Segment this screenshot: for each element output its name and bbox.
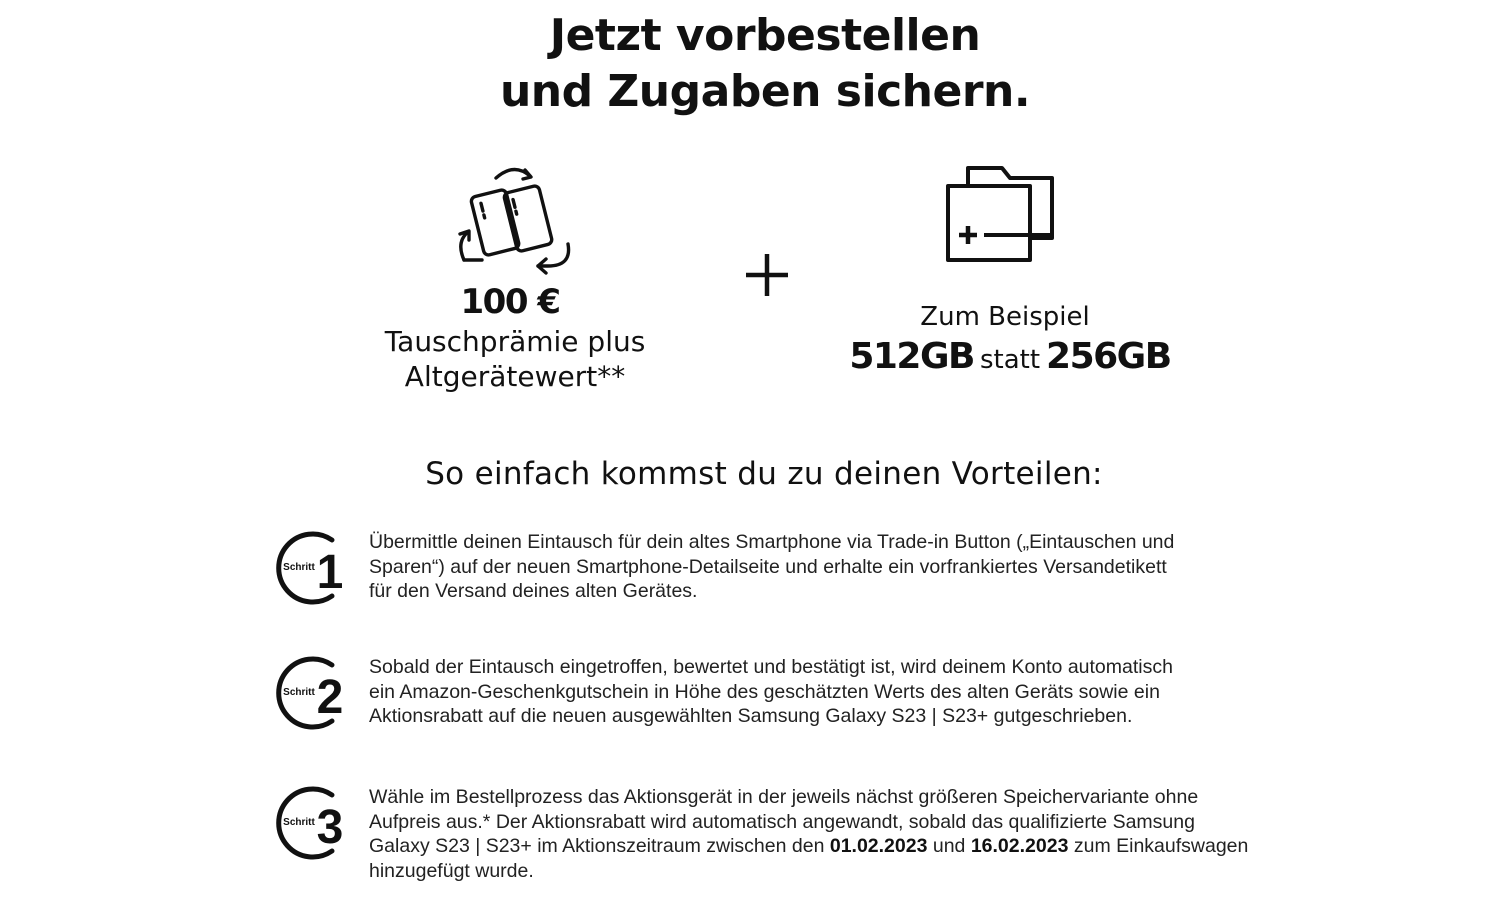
storage-instead-word: statt (979, 345, 1041, 375)
step-3-badge-icon (272, 785, 350, 863)
step-3-line-3-start: Galaxy S23 | S23+ im Aktionszeitraum zwischen den (369, 835, 830, 857)
step-2-line-2: ein Amazon-Geschenkgutschein in Höhe des geschätzten Werts des alten Geräts sowie ein (369, 680, 1160, 703)
step-3-number: 3 (316, 801, 344, 854)
trade-in-recycle-icon (452, 162, 576, 278)
step-1-line-1: Übermittle deinen Eintausch für dein altes Smartphone via Trade-in Button („Eintauschen und (369, 531, 1175, 553)
step-2-badge-icon (272, 655, 350, 733)
step-3-line-3-middle: und (927, 835, 971, 857)
storage-upgraded-value: 512GB (849, 336, 974, 377)
step-3-line-2: Aufpreis aus.* Der Aktionsrabatt wird automatisch angewandt, sobald das qualifizierte Samsung (369, 810, 1195, 833)
step-2-badge-label: Schritt (283, 687, 315, 698)
step-3-badge-label: Schritt (283, 817, 315, 828)
tradein-description-line-1: Tauschprämie plus (384, 325, 646, 358)
step-2-line-3: Aktionsrabatt auf die neuen ausgewählten Samsung Galaxy S23 | S23+ gutgeschrieben. (369, 705, 1133, 727)
tradein-bonus-description (330, 324, 700, 394)
step-1-line-2: Sparen“) auf der neuen Smartphone-Detailseite und erhalte ein vorfrankiertes Versandetikett (369, 555, 1167, 578)
step-1-badge-label: Schritt (283, 562, 315, 573)
tradein-description-line-2: Altgerätewert** (404, 360, 626, 393)
storage-example-label: Zum Beispiel (920, 302, 1090, 332)
step-2-line-1: Sobald der Eintausch eingetroffen, bewertet und bestätigt ist, wird deinem Konto automatisch (369, 656, 1173, 678)
step-2-text (369, 655, 1269, 729)
step-3-line-4: hinzugefügt wurde. (369, 859, 534, 882)
plus-icon (740, 248, 794, 302)
storage-original-value: 256GB (1046, 336, 1171, 377)
step-3-text (369, 785, 1269, 883)
step-3-line-1: Wähle im Bestellprozess das Aktionsgerät in der jeweils nächst größeren Speichervariante ohne (369, 786, 1199, 808)
step-1-line-3: für den Versand deines alten Gerätes. (369, 580, 698, 602)
step-3-line-3-end: zum Einkaufswagen (1068, 835, 1249, 857)
page-headline (0, 8, 1500, 120)
storage-folder-plus-icon (944, 162, 1058, 266)
tradein-bonus-amount: 100 € (460, 282, 560, 322)
step-1-number: 1 (316, 546, 344, 599)
headline-line-2: und Zugaben sichern. (499, 66, 1031, 117)
storage-upgrade-comparison (820, 336, 1200, 377)
step-3-line-3 (369, 834, 1269, 859)
step-1-badge-icon (272, 530, 350, 608)
promo-start-date: 01.02.2023 (829, 835, 928, 857)
headline-line-1: Jetzt vorbestellen (549, 10, 981, 61)
promo-end-date: 16.02.2023 (970, 835, 1069, 857)
step-2-number: 2 (316, 671, 344, 724)
steps-section-title: So einfach kommst du zu deinen Vorteilen: (425, 456, 1103, 492)
step-1-text (369, 530, 1269, 604)
